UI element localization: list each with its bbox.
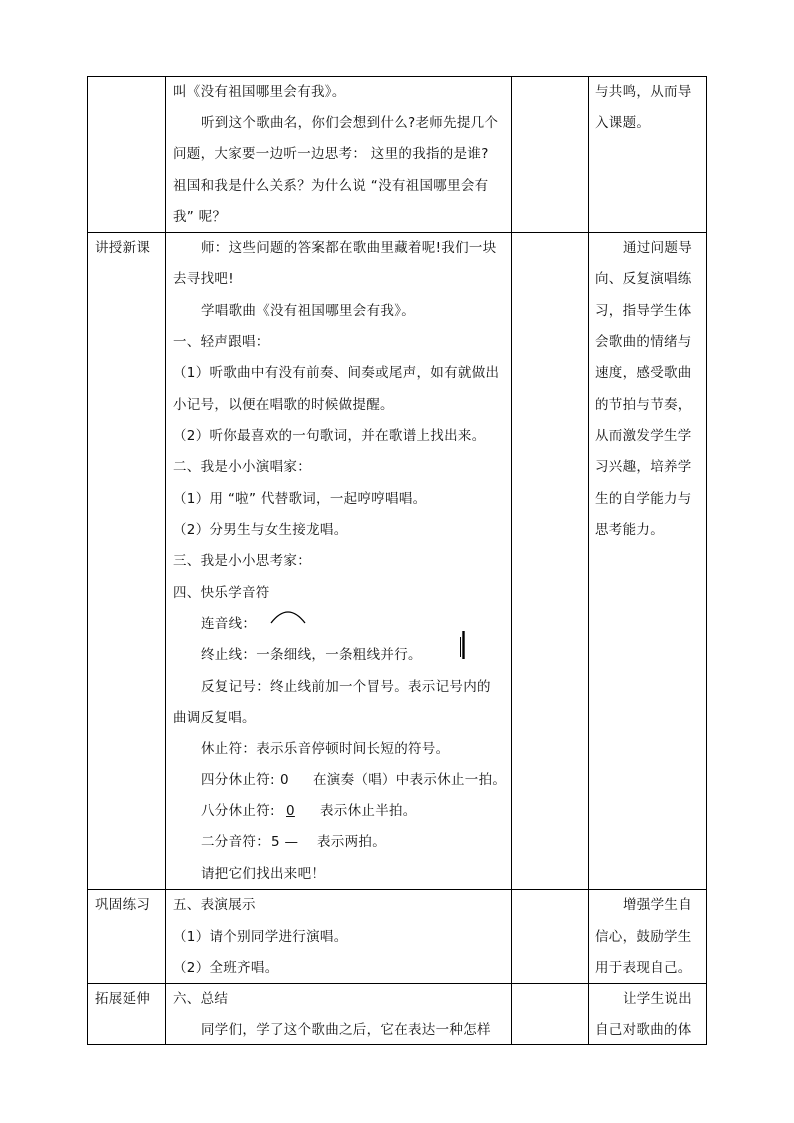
content-line: 问题，大家要一边听一边思考： 这里的我指的是谁? [173, 146, 489, 162]
section-heading: 五、表演展示 [173, 897, 256, 913]
slur-label: 连音线： [201, 616, 257, 632]
purpose-line: 生的自学能力与 [595, 491, 692, 507]
purpose-line: 习兴趣，培养学 [595, 459, 692, 475]
purpose-line: 入课题。 [595, 115, 651, 131]
purpose-line: 速度，感受歌曲 [595, 365, 692, 381]
content-line: 休止符：表示乐音停顿时间长短的符号。 [201, 741, 450, 757]
eighth-rest-symbol: 0 [286, 803, 295, 819]
purpose-line: 习，指导学生体 [595, 303, 692, 319]
content-line: 去寻找吧! [173, 271, 234, 287]
purpose-line: 向、反复演唱练 [595, 271, 692, 287]
purpose-line: 与共鸣，从而导 [595, 84, 692, 100]
section-heading: 三、我是小小思考家： [173, 553, 311, 569]
content-line: （1）用 “啦” 代替歌词，一起哼哼唱唱。 [173, 491, 427, 507]
half-note-name: 二分音符： [201, 834, 270, 850]
content-line: 曲调反复唱。 [173, 710, 256, 726]
section-heading: 二、我是小小演唱家： [173, 459, 311, 475]
purpose-line: 通过问题导 [623, 240, 692, 256]
quarter-rest-desc: 在演奏（唱）中表示休止一拍。 [313, 772, 507, 788]
content-line: 祖国和我是什么关系？为什么说 “没有祖国哪里会有 [173, 178, 489, 194]
content-line: 听到这个歌曲名，你们会想到什么?老师先提几个 [201, 115, 499, 131]
content-line: （2）分男生与女生接龙唱。 [173, 522, 348, 538]
content-line: 我” 呢？ [173, 209, 227, 225]
stage-label: 巩固练习 [95, 897, 151, 913]
quarter-rest-name: 四分休止符: [201, 772, 275, 788]
section-heading: 六、总结 [173, 991, 229, 1007]
content-line: （1）听歌曲中有没有前奏、间奏或尾声，如有就做出 [173, 365, 500, 381]
content-line: 师：这些问题的答案都在歌曲里藏着呢!我们一块 [201, 240, 497, 256]
purpose-line: 信心，鼓励学生 [595, 929, 692, 945]
content-line: （2）全班齐唱。 [173, 960, 279, 976]
quarter-rest-symbol: 0 [280, 772, 289, 788]
content-line: 反复记号：终止线前加一个冒号。表示记号内的 [201, 679, 491, 695]
purpose-line: 会歌曲的情绪与 [595, 334, 692, 350]
section-heading: 一、轻声跟唱： [173, 334, 270, 350]
content-line: 请把它们找出来吧！ [201, 866, 326, 882]
section-heading: 四、快乐学音符 [173, 585, 270, 601]
barline-label: 终止线：一条细线，一条粗线并行。 [201, 647, 422, 663]
purpose-line: 让学生说出 [623, 991, 692, 1007]
purpose-line: 的节拍与节奏， [595, 397, 692, 413]
half-note-symbol: 5 — [271, 834, 299, 850]
content-line: 同学们，学了这个歌曲之后，它在表达一种怎样 [201, 1022, 491, 1038]
content-line: 叫《没有祖国哪里会有我》。 [173, 84, 346, 100]
eighth-rest-name: 八分休止符: [201, 803, 275, 819]
purpose-line: 增强学生自 [623, 897, 692, 913]
content-line: （2）听你最喜欢的一句歌词，并在歌谱上找出来。 [173, 428, 486, 444]
purpose-line: 用于表现自己。 [595, 960, 692, 976]
half-note-desc: 表示两拍。 [317, 834, 386, 850]
stage-label: 拓展延伸 [95, 991, 151, 1007]
content-line: 小记号，以便在唱歌的时候做提醒。 [173, 397, 394, 413]
stage-label: 讲授新课 [95, 240, 151, 256]
eighth-rest-desc: 表示休止半拍。 [320, 803, 417, 819]
purpose-line: 自己对歌曲的体 [595, 1022, 692, 1038]
slur-symbol [271, 612, 305, 623]
content-line: 学唱歌曲《没有祖国哪里会有我》。 [201, 303, 416, 319]
purpose-line: 从而激发学生学 [595, 428, 692, 444]
purpose-line: 思考能力。 [595, 522, 664, 538]
content-line: （1）请个别同学进行演唱。 [173, 929, 348, 945]
